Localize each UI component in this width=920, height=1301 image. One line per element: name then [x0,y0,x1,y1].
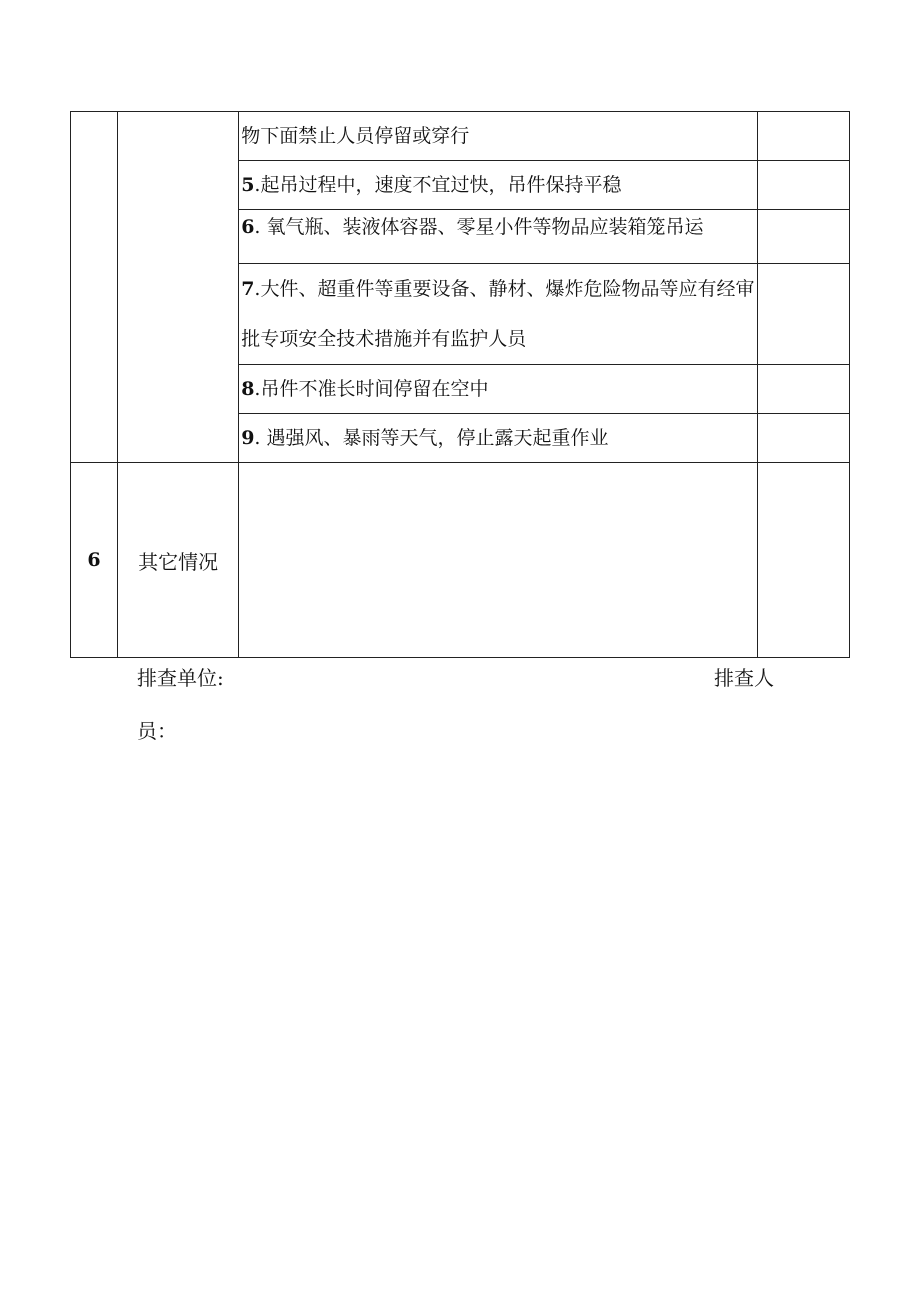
check-result-cell [757,365,849,414]
clause-text: . 遇强风、暴雨等天气，停止露天起重作业 [254,427,609,449]
check-content-cell [239,112,758,161]
check-result-cell [757,112,849,161]
inspection-unit-label: 排查单位: [137,666,224,690]
row-number-cell [71,112,118,463]
row-number-cell: 6 [71,463,118,658]
item-name-cell [118,112,239,463]
check-result-cell [757,161,849,210]
table-row [71,463,850,658]
clause-text: .起吊过程中，速度不宜过快，吊件保持平稳 [254,174,622,196]
clause-text: . 氧气瓶、装液体容器、零星小件等物品应装箱笼吊运 [254,216,704,238]
inspection-table [70,111,850,658]
check-content-cell [239,463,758,658]
clause-number: 7 [241,278,255,300]
check-content-cell [239,264,758,365]
clause-number: 6 [241,216,255,238]
inspector-label: 排查人 [714,666,774,690]
check-content-cell [239,414,758,463]
clause-text: 物下面禁止人员停留或穿行 [241,125,470,147]
clause-number: 9 [241,427,255,449]
item-name-cell: 其它情况 [118,463,239,658]
check-content-cell [239,365,758,414]
check-result-cell [757,210,849,264]
clause-number: 8 [241,378,255,400]
clause-text: .大件、超重件等重要设备、静材、爆炸危险物品等应有经审批专项安全技术措施并有监护人员 [241,278,755,350]
check-result-cell [757,414,849,463]
check-result-cell [757,463,849,658]
check-content-cell [239,161,758,210]
check-result-cell [757,264,849,365]
check-content-cell [239,210,758,264]
clause-text: .吊件不准长时间停留在空中 [254,378,489,400]
table-row [71,112,850,161]
inspector-label-continued: 员： [137,719,177,743]
clause-number: 5 [241,174,255,196]
